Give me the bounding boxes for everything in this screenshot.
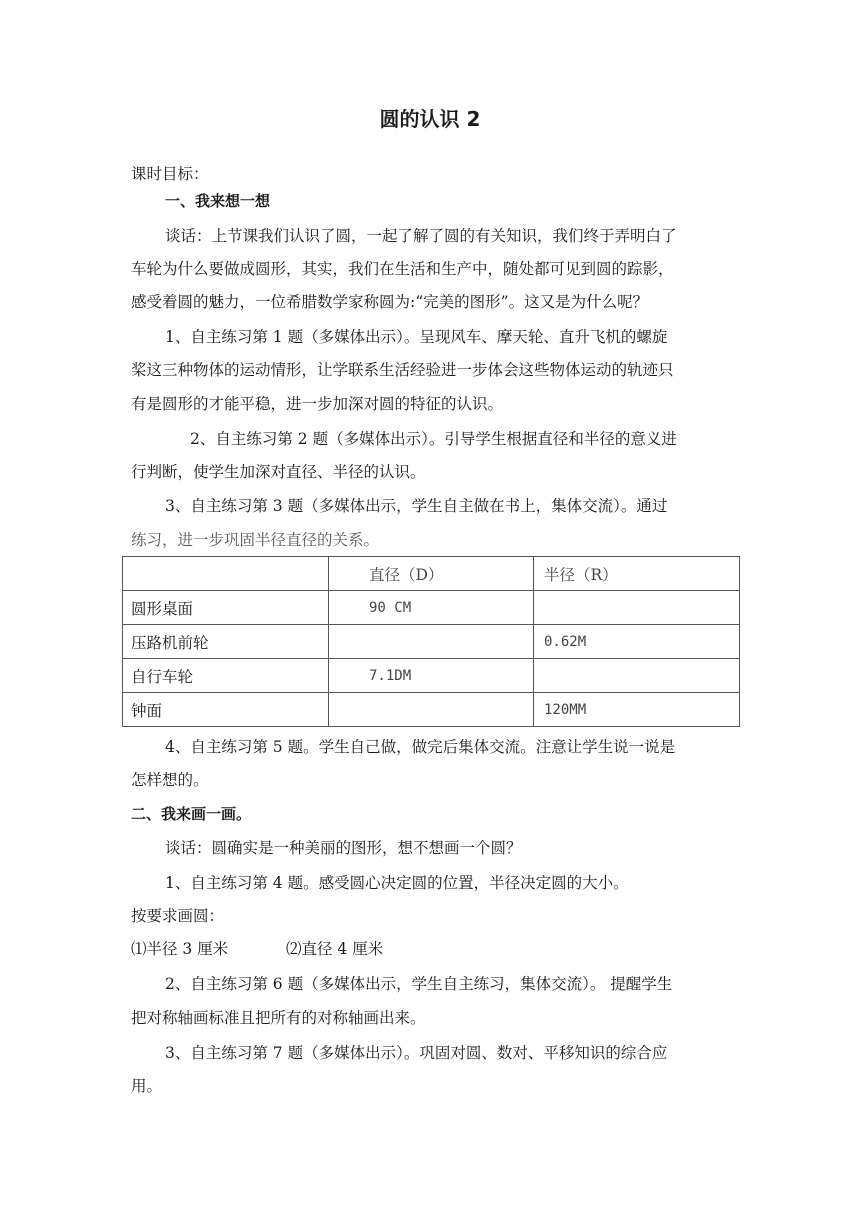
diameter-radius-table: [122, 556, 740, 727]
table-header-cell: [123, 557, 329, 591]
table-cell: [534, 659, 740, 693]
table-header-cell: 直径（D）: [329, 557, 534, 591]
paragraph-line: 练习，进一步巩固半径直径的关系。: [131, 531, 380, 549]
table-cell: 自行车轮: [123, 659, 329, 693]
paragraph-line: 把对称轴画标准且把所有的对称轴画出来。: [131, 1009, 426, 1027]
table-cell: [534, 591, 740, 625]
paragraph-line: 谈话：上节课我们认识了圆，一起了解了圆的有关知识，我们终于弄明白了: [165, 227, 677, 245]
paragraph-line: 车轮为什么要做成圆形，其实，我们在生活和生产中，随处都可见到圆的踪影，: [131, 260, 674, 278]
table-cell: [329, 625, 534, 659]
table-cell: 0.62M: [534, 625, 740, 659]
objective-label: 课时目标：: [131, 165, 209, 183]
paragraph-line: 感受着圆的魅力，一位希腊数学家称圆为:“完美的图形”。这又是为什么呢？: [131, 293, 649, 311]
paragraph-line: 有是圆形的才能平稳，进一步加深对圆的特征的认识。: [131, 395, 504, 413]
paragraph-line: 行判断，使学生加深对直径、半径的认识。: [131, 463, 426, 481]
section2-heading: 二、我来画一画。: [131, 805, 252, 823]
paragraph-line: 谈话：圆确实是一种美丽的图形，想不想画一个圆？: [165, 839, 522, 857]
table-header-row: [123, 557, 740, 591]
section1-heading: 一、我来想一想: [165, 192, 271, 210]
table-cell: [329, 693, 534, 727]
paragraph-line: 4、自主练习第 5 题。学生自己做，做完后集体交流。注意让学生说一说是: [165, 738, 676, 756]
paragraph-line: 桨这三种物体的运动情形，让学联系生活经验进一步体会这些物体运动的轨迹只: [131, 361, 674, 379]
table-cell: 压路机前轮: [123, 625, 329, 659]
table-row: [123, 625, 740, 659]
paragraph-line: 3、自主练习第 3 题（多媒体出示，学生自主做在书上，集体交流）。通过: [165, 497, 668, 515]
paragraph-line: 3、自主练习第 7 题（多媒体出示）。巩固对圆、数对、平移知识的综合应: [165, 1044, 668, 1062]
table-cell: 7.1DM: [329, 659, 534, 693]
paragraph-line: 按要求画圆：: [131, 907, 225, 925]
table-cell: 圆形桌面: [123, 591, 329, 625]
paragraph-line: 1、自主练习第 4 题。感受圆心决定圆的位置，半径决定圆的大小。: [165, 874, 629, 892]
table-row: [123, 693, 740, 727]
table-row: [123, 659, 740, 693]
paragraph-line: 1、自主练习第 1 题（多媒体出示）。呈现风车、摩天轮、直升飞机的螺旋: [165, 328, 668, 346]
paragraph-line: 用。: [131, 1077, 163, 1095]
table-cell: 90 CM: [329, 591, 534, 625]
paragraph-line: 2、自主练习第 6 题（多媒体出示，学生自主练习，集体交流）。 提醒学生: [165, 975, 673, 993]
table-cell: 120MM: [534, 693, 740, 727]
paragraph-line: 怎样想的。: [131, 771, 209, 789]
draw-item-diameter: ⑵直径 4 厘米: [286, 940, 384, 958]
table-row: [123, 591, 740, 625]
paragraph-line: 2、自主练习第 2 题（多媒体出示）。引导学生根据直径和半径的意义进: [190, 430, 677, 448]
page-title: 圆的认识 2: [379, 107, 481, 131]
table-header-cell: 半径（R）: [534, 557, 740, 591]
table-cell: 钟面: [123, 693, 329, 727]
draw-item-radius: ⑴半径 3 厘米: [131, 940, 229, 958]
